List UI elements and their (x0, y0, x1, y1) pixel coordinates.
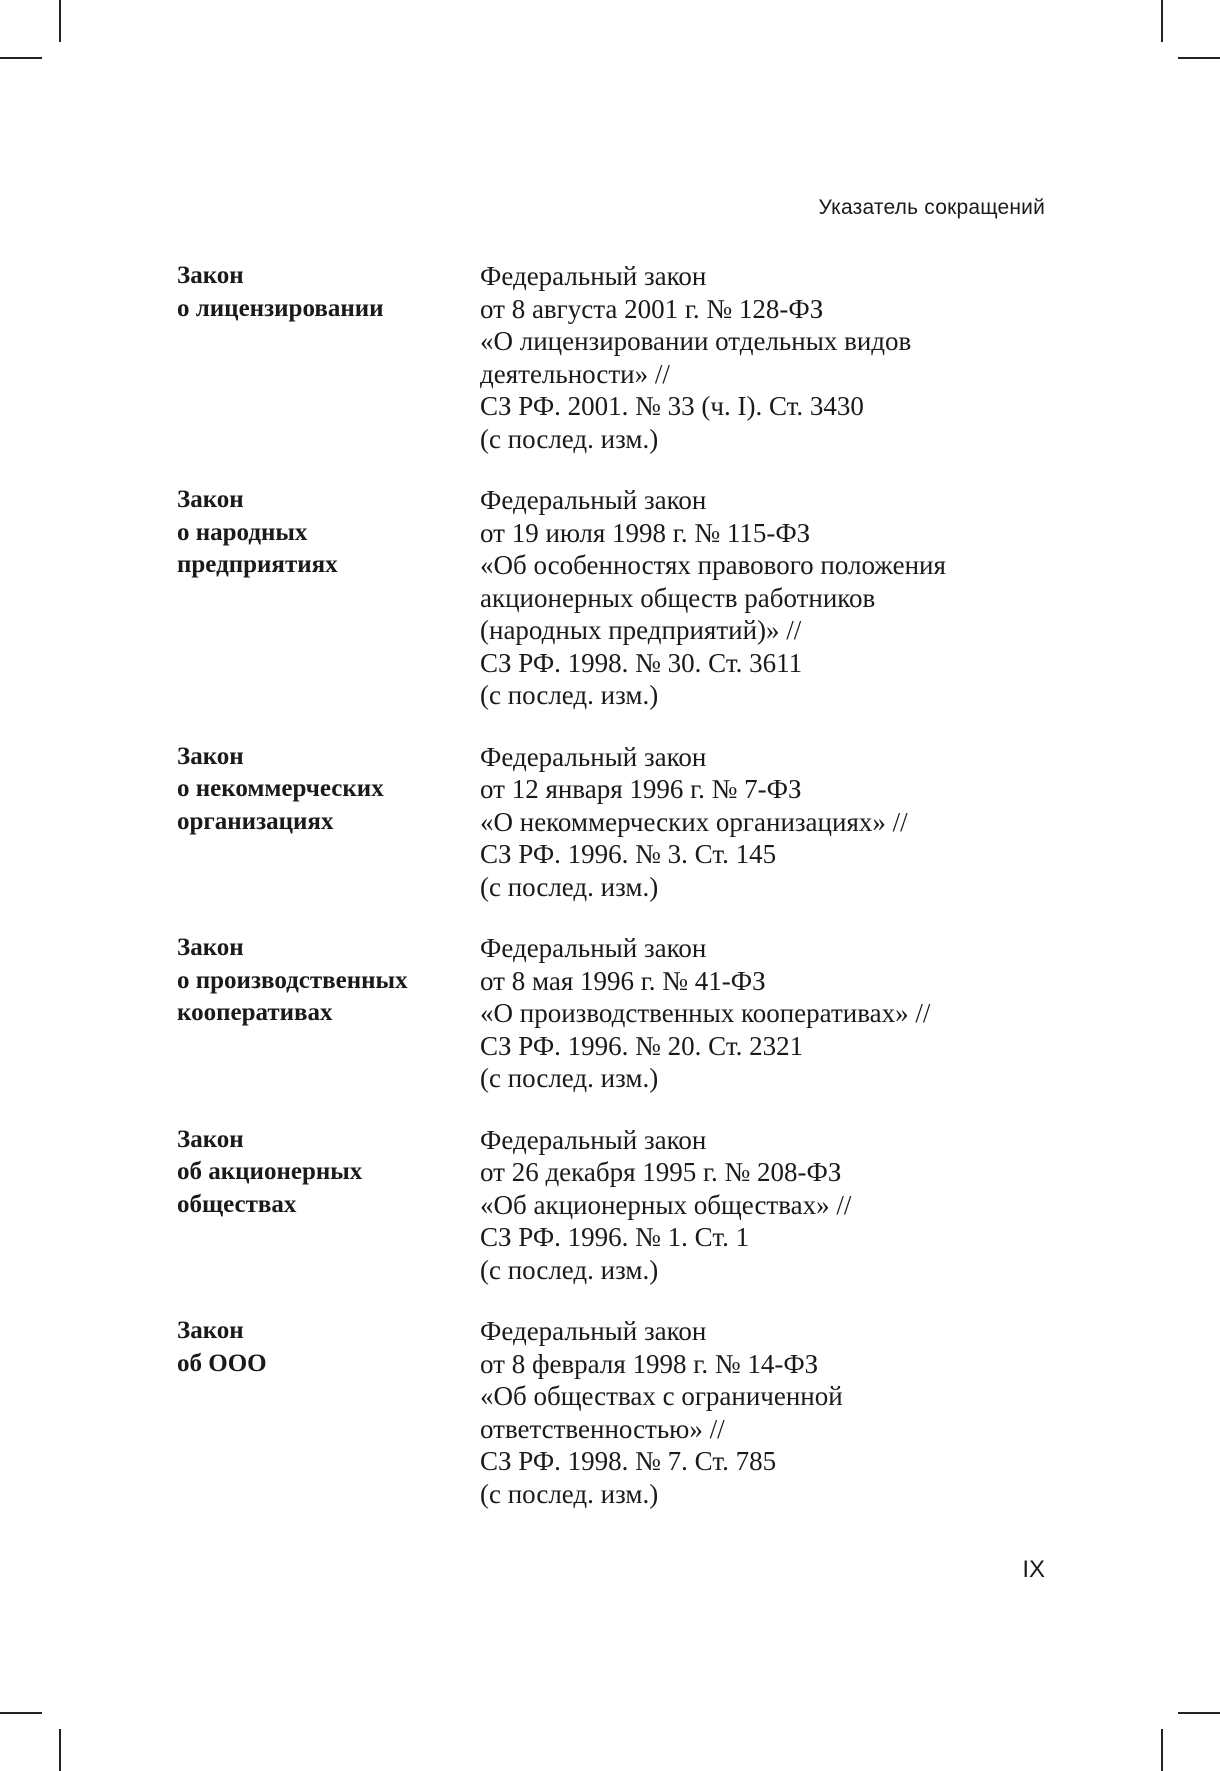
definition-line: ответственностью» // (480, 1413, 725, 1444)
definition-line: «О лицензировании отдельных видов (480, 326, 912, 356)
definition-line: (с послед. изм.) (480, 1063, 659, 1093)
definition-line: (с послед. изм.) (480, 423, 659, 454)
term-line: кооперативах (177, 999, 333, 1026)
definition-line: от 8 февраля 1998 г. № 14-ФЗ (480, 1348, 819, 1379)
term-line: организациях (177, 807, 334, 835)
abbreviation-entry (177, 260, 1057, 455)
definition-line: СЗ РФ. 2001. № 33 (ч. I). Ст. 3430 (480, 391, 864, 421)
definition-line: от 19 июля 1998 г. № 115-ФЗ (480, 517, 811, 548)
definition-line: СЗ РФ. 1998. № 7. Ст. 785 (480, 1446, 777, 1476)
term-line: о народных (177, 518, 308, 546)
definition-line: «О некоммерческих организациях» // (480, 806, 908, 837)
definition-line: акционерных обществ работников (480, 582, 876, 613)
definition-line: (с послед. изм.) (480, 1254, 659, 1285)
term-line: Закон (177, 1125, 244, 1153)
entry-definition (480, 484, 946, 712)
crop-mark (59, 1729, 61, 1771)
abbreviation-entry (177, 484, 1057, 712)
definition-line: «Об обществах с ограниченной (480, 1381, 843, 1411)
entry-definition (480, 932, 930, 1095)
definition-line: деятельности» // (480, 358, 670, 389)
running-title: Указатель сокращений (818, 196, 1045, 219)
crop-mark (0, 1712, 42, 1714)
definition-line: (народных предприятий)» // (480, 615, 802, 645)
abbreviation-entry (177, 1124, 1057, 1287)
crop-mark (0, 57, 42, 59)
crop-mark (59, 0, 61, 42)
entry-definition (480, 1315, 843, 1510)
entry-definition (480, 260, 911, 455)
term-line: Закон (177, 742, 244, 770)
definition-line: Федеральный закон (480, 933, 707, 963)
definition-line: Федеральный закон (480, 261, 707, 291)
definition-line: СЗ РФ. 1998. № 30. Ст. 3611 (480, 647, 803, 678)
term-line: о лицензировании (177, 294, 384, 322)
definition-line: «О производственных кооперативах» // (480, 998, 931, 1028)
entry-definition (480, 741, 908, 904)
entry-term (177, 741, 480, 904)
abbreviation-entry (177, 741, 1057, 904)
definition-line: (с послед. изм.) (480, 1478, 659, 1509)
definition-line: Федеральный закон (480, 485, 707, 515)
definition-line: СЗ РФ. 1996. № 20. Ст. 2321 (480, 1030, 804, 1061)
definition-line: от 26 декабря 1995 г. № 208-ФЗ (480, 1157, 842, 1187)
definition-line: «Об акционерных обществах» // (480, 1189, 852, 1220)
crop-mark (1161, 1729, 1163, 1771)
abbreviations-list (177, 260, 1057, 1539)
entry-term (177, 1315, 480, 1510)
term-line: о производственных (177, 966, 408, 994)
definition-line: от 8 мая 1996 г. № 41-ФЗ (480, 965, 766, 996)
term-line: Закон (177, 934, 244, 961)
definition-line: СЗ РФ. 1996. № 1. Ст. 1 (480, 1222, 750, 1252)
entry-term (177, 484, 480, 712)
definition-line: (с послед. изм.) (480, 680, 659, 710)
term-line: Закон (177, 262, 244, 289)
definition-line: СЗ РФ. 1996. № 3. Ст. 145 (480, 839, 777, 869)
entry-term (177, 932, 480, 1095)
term-line: обществах (177, 1190, 297, 1218)
term-line: об акционерных (177, 1158, 363, 1185)
crop-mark (1178, 57, 1220, 59)
definition-line: Федеральный закон (480, 1124, 707, 1155)
term-line: об ООО (177, 1349, 267, 1377)
term-line: о некоммерческих (177, 775, 384, 802)
definition-line: «Об особенностях правового положения (480, 550, 946, 580)
entry-term (177, 260, 480, 455)
term-line: Закон (177, 486, 244, 513)
crop-mark (1161, 0, 1163, 42)
abbreviation-entry (177, 1315, 1057, 1510)
entry-definition (480, 1124, 851, 1287)
definition-line: Федеральный закон (480, 741, 707, 772)
definition-line: Федеральный закон (480, 1316, 707, 1346)
abbreviation-entry (177, 932, 1057, 1095)
term-line: Закон (177, 1317, 244, 1344)
definition-line: от 8 августа 2001 г. № 128-ФЗ (480, 293, 824, 324)
entry-term (177, 1124, 480, 1287)
definition-line: (с послед. изм.) (480, 871, 659, 902)
definition-line: от 12 января 1996 г. № 7-ФЗ (480, 774, 802, 804)
page-number: IX (1022, 1556, 1045, 1583)
term-line: предприятиях (177, 551, 338, 578)
crop-mark (1178, 1712, 1220, 1714)
